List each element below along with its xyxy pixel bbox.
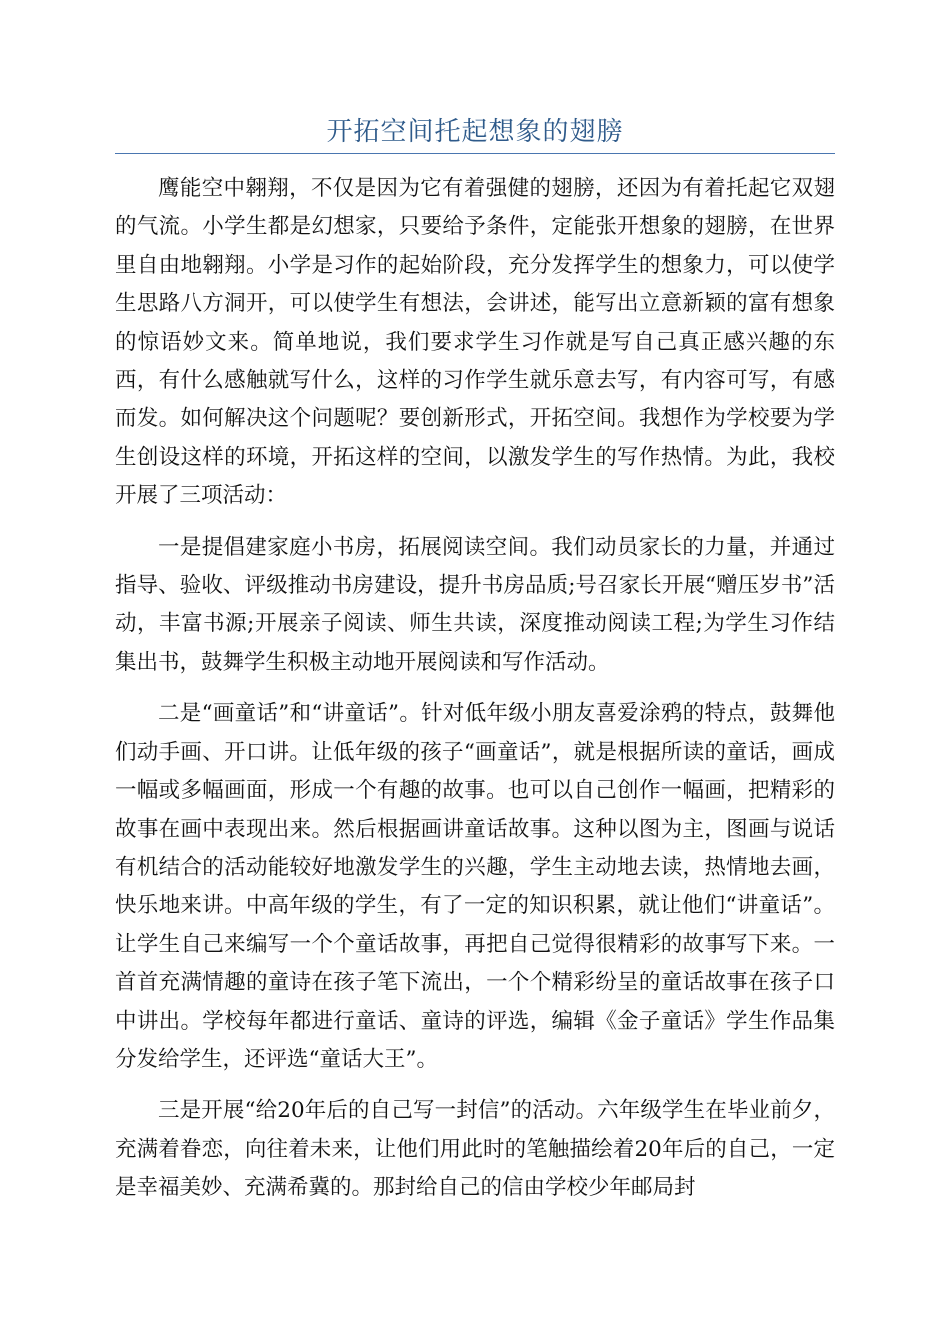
paragraph-activity-two: 二是“画童话”和“讲童话”。针对低年级小朋友喜爱涂鸦的特点，鼓舞他们动手画、开口讲。让低年级的孩子“画童话”，就是根据所读的童话，画成一幅或多幅画面，形成一个有趣的故事。也可以自己创作一幅画，把精彩的故事在画中表现出来。然后根据画讲童话故事。这种以图为主，图画与说话有机结合的活动能较好地激发学生的兴趣，学生主动地去读，热情地去画，快乐地来讲。中高年级的学生，有了一定的知识积累，就让他们“讲童话”。让学生自己来编写一个个童话故事，再把自己觉得很精彩的故事写下来。一首首充满情趣的童诗在孩子笔下流出，一个个精彩纷呈的童话故事在孩子口中讲出。学校每年都进行童话、童诗的评选，编辑《金子童话》学生作品集分发给学生，还评选“童话大王”。 bbox=[115, 701, 835, 1072]
paragraph-activity-one: 一是提倡建家庭小书房，拓展阅读空间。我们动员家长的力量，并通过指导、验收、评级推动书房建设，提升书房品质;号召家长开展“赠压岁书”活动，丰富书源;开展亲子阅读、师生共读，深度推动阅读工程;为学生习作结集出书，鼓舞学生积极主动地开展阅读和写作活动。 bbox=[115, 534, 835, 675]
paragraph-activity-three: 三是开展“给20年后的自己写一封信”的活动。六年级学生在毕业前夕，充满着眷恋，向往着未来，让他们用此时的笔触描绘着20年后的自己，一定是幸福美妙、充满希冀的。那封给自己的信由学校少年邮局封 bbox=[115, 1098, 835, 1201]
document-body bbox=[115, 170, 835, 1221]
document-title: 开拓空间托起想象的翅膀 bbox=[326, 117, 624, 147]
paragraph-intro: 鹰能空中翱翔，不仅是因为它有着强健的翅膀，还因为有着托起它双翅的气流。小学生都是幻想家，只要给予条件，定能张开想象的翅膀，在世界里自由地翱翔。小学是习作的起始阶段，充分发挥学生的想象力，可以使学生思路八方洞开，可以使学生有想法，会讲述，能写出立意新颖的富有想象的惊语妙文来。简单地说，我们要求学生习作就是写自己真正感兴趣的东西，有什么感触就写什么，这样的习作学生就乐意去写，有内容可写，有感而发。如何解决这个问题呢？要创新形式，开拓空间。我想作为学校要为学生创设这样的环境，开拓这样的空间，以激发学生的写作热情。为此，我校开展了三项活动： bbox=[115, 176, 835, 509]
title-underline bbox=[115, 153, 835, 154]
